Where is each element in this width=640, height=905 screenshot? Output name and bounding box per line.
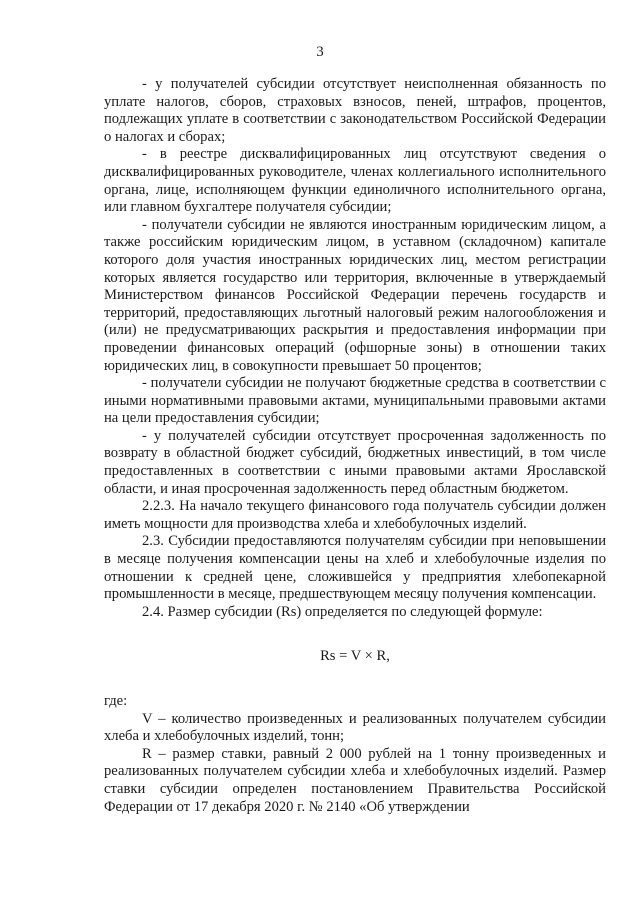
- paragraph-budget-funds: - получатели субсидии не получают бюджетные средства в соответствии с иными нормативными правовыми актами, муниципальными правовыми актами на цели предоставления субсидии;: [104, 375, 606, 427]
- paragraph-foreign-entity: - получатели субсидии не являются иностранным юридическим лицом, а также российским юридическим лицом, в уставном (складочном) капитале которого доля участия иностранных юридических лиц, местом регистрации которых является государство или территория, включенные в утверждаемый Министерством финансов Российской Федерации перечень государств и территорий, предоставляющих льготный налоговый режим налогообложения и (или) не предусматривающих раскрытия и предоставления информации при проведении финансовых операций (офшорные зоны) в отношении таких юридических лиц, в совокупности превышает 50 процентов;: [104, 216, 606, 374]
- definition-r: R – размер ставки, равный 2 000 рублей на 1 тонну произведенных и реализованных получателем субсидии хлеба и хлебобулочных изделий. Размер ставки субсидии определен постановлением Правительства Российской Федерации от 17 декабря 2020 г. № 2140 «Об утверждении: [104, 745, 606, 815]
- paragraph-2-2-3: 2.2.3. На начало текущего финансового года получатель субсидии должен иметь мощности для производства хлеба и хлебобулочных изделий.: [104, 498, 606, 532]
- page-number: 3: [316, 44, 324, 60]
- paragraph-tax-obligations: - у получателей субсидии отсутствует неисполненная обязанность по уплате налогов, сборов, страховых взносов, пеней, штрафов, процентов, подлежащих уплате в соответствии с законодательством Российской Федерации о налогах и сборах;: [104, 76, 606, 145]
- paragraph-2-3: 2.3. Субсидии предоставляются получателям субсидии при неповышении в месяце получения компенсации цены на хлеб и хлебобулочные изделия по отношении к средней цене, сложившейся у предприятия хлебопекарной промышленности в месяце, предшествующем месяцу получения компенсации.: [104, 533, 606, 603]
- paragraph-disqualified-persons: - в реестре дисквалифицированных лиц отсутствуют сведения о дисквалифицированных руководителе, членах коллегиального исполнительного органа, лице, исполняющем функции единоличного исполнительного органа, или главном бухгалтере получателя субсидии;: [104, 146, 606, 216]
- paragraph-overdue-debt: - у получателей субсидии отсутствует просроченная задолженность по возврату в областной бюджет субсидий, бюджетных инвестиций, в том числе предоставленных в соответствии с иными правовыми актами Ярославской области, и иная просроченная задолженность перед областным бюджетом.: [104, 427, 606, 497]
- document-body: [104, 76, 606, 816]
- where-label: где:: [104, 693, 128, 709]
- formula: Rs = V × R,: [320, 648, 390, 665]
- definition-v: V – количество произведенных и реализованных получателем субсидии хлеба и хлебобулочных изделий, тонн;: [104, 710, 606, 745]
- paragraph-2-4: 2.4. Размер субсидии (Rs) определяется по следующей формуле:: [142, 603, 543, 620]
